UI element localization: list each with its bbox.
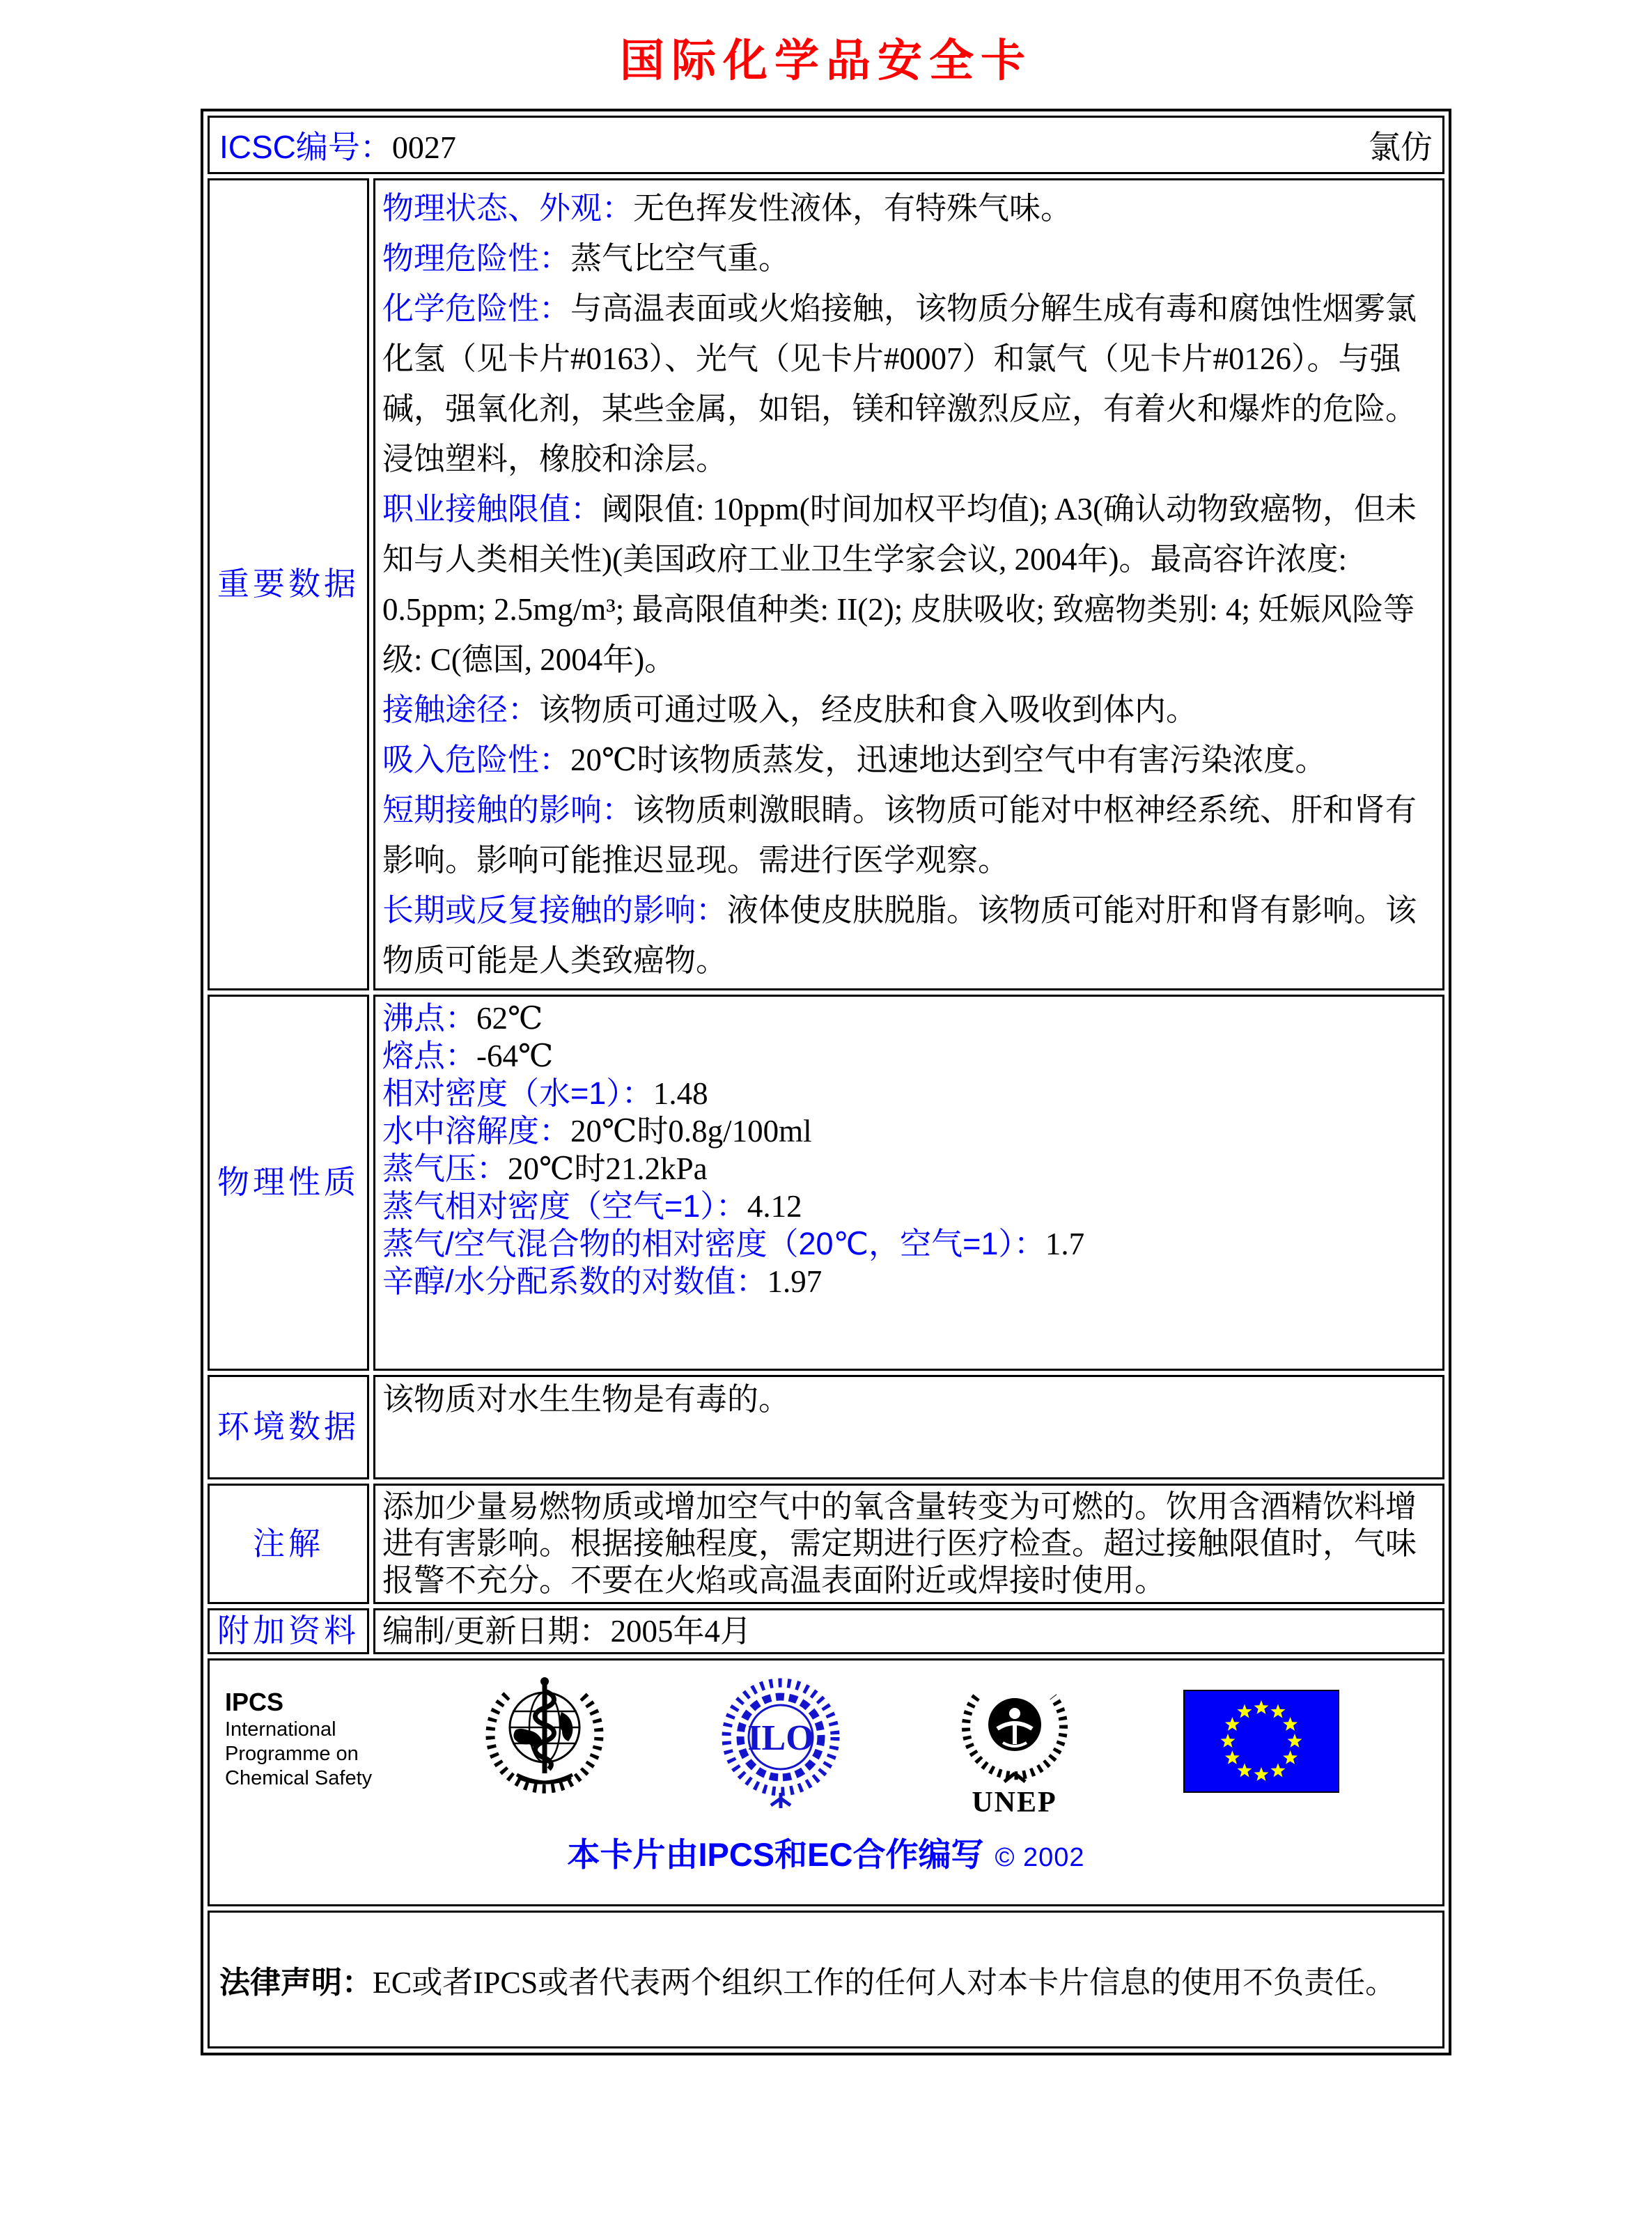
property-label: 化学危险性： — [382, 290, 571, 326]
property-label: 熔点： — [382, 1038, 477, 1073]
credit-line — [222, 1829, 1430, 1876]
ilo-logo-icon — [717, 1674, 846, 1814]
property-label: 接触途径： — [382, 692, 540, 727]
notes-content — [373, 1484, 1444, 1604]
property-value: 20℃时该物质蒸发，迅速地达到空气中有害污染浓度。 — [570, 742, 1327, 777]
property-value: 20℃时21.2kPa — [508, 1151, 708, 1186]
section-label-environment: 环境数据 — [208, 1375, 369, 1479]
environmental-data-text: 该物质对水生生物是有毒的。 — [382, 1382, 790, 1417]
additional-info-content — [373, 1608, 1444, 1654]
header-row — [208, 116, 1444, 174]
icsc-page — [0, 25, 1652, 2055]
ipcs-title: IPCS — [225, 1688, 284, 1716]
update-date-label: 编制/更新日期： — [382, 1614, 611, 1649]
property-line — [382, 1150, 1435, 1188]
property-line — [382, 1188, 1435, 1225]
ilo-logo-box — [717, 1674, 846, 1814]
who-logo-box — [482, 1672, 607, 1797]
property-label: 短期接触的影响： — [382, 792, 634, 827]
property-line — [382, 885, 1435, 986]
eu-flag-box — [1183, 1690, 1339, 1793]
section-label-notes: 注解 — [208, 1484, 369, 1604]
section-label-physical: 物理性质 — [208, 995, 369, 1371]
eu-flag-icon — [1183, 1690, 1339, 1793]
property-line — [382, 735, 1435, 785]
legal-text: EC或者IPCS或者代表两个组织工作的任何人对本卡片信息的使用不负责任。 — [373, 1966, 1396, 2000]
property-label: 蒸气/空气混合物的相对密度（20℃，空气=1）： — [382, 1226, 1045, 1261]
icsc-number-label: ICSC编号： — [219, 129, 392, 165]
ipcs-subtitle-line3: Chemical Safety — [225, 1767, 373, 1789]
unep-wordmark: UNEP — [972, 1787, 1057, 1819]
property-value: 无色挥发性液体，有特殊气味。 — [633, 191, 1073, 226]
property-line — [382, 1112, 1435, 1150]
chemical-name: 氯仿 — [1369, 130, 1433, 165]
property-line — [382, 785, 1435, 885]
who-logo-icon — [482, 1672, 607, 1797]
copyright-text: © 2002 — [995, 1843, 1085, 1872]
property-value: 1.48 — [653, 1076, 708, 1111]
property-value: 阈限值: 10ppm(时间加权平均值); A3(确认动物致癌物，但未知与人类相关性)(美国政府工业卫生学家会议, 2004年)。最高容许浓度: 0.5ppm; 2.5mg/m³; 最高限值种类: II(2); 皮肤吸收; 致癌物类别: 4; 妊娠风险等级: C(德国, 2004年)。 — [382, 492, 1417, 677]
ipcs-subtitle-line2: Programme on — [225, 1743, 359, 1765]
legal-row — [208, 1911, 1444, 2048]
ipcs-subtitle-line1: International — [225, 1718, 336, 1741]
icsc-number-group — [219, 122, 456, 168]
property-value: 1.7 — [1045, 1227, 1085, 1261]
unep-logo-box — [956, 1676, 1074, 1818]
section-label-additional: 附加资料 — [208, 1608, 369, 1654]
logos-strip — [222, 1667, 1430, 1818]
property-label: 水中溶解度： — [382, 1113, 571, 1149]
property-label: 沸点： — [382, 1000, 477, 1036]
property-label: 辛醇/水分配系数的对数值： — [382, 1263, 767, 1299]
ipcs-block — [225, 1687, 372, 1791]
logos-cell — [208, 1658, 1444, 1906]
property-value: -64℃ — [476, 1039, 554, 1073]
property-value: 该物质刺激眼睛。该物质可能对中枢神经系统、肝和肾有影响。影响可能推迟显现。需进行医学观察。 — [382, 793, 1417, 878]
property-label: 相对密度（水=1）： — [382, 1075, 653, 1111]
important-data-content — [373, 178, 1444, 990]
property-label: 长期或反复接触的影响： — [382, 892, 728, 928]
property-line — [382, 685, 1435, 735]
page-title: 国际化学品安全卡 — [620, 36, 1032, 86]
important-data-row — [208, 178, 1444, 990]
property-value: 液体使皮肤脱脂。该物质可能对肝和肾有影响。该物质可能是人类致癌物。 — [382, 893, 1417, 978]
physical-properties-content — [373, 995, 1444, 1371]
logos-row — [208, 1658, 1444, 1906]
property-line — [382, 484, 1435, 685]
property-label: 吸入危险性： — [382, 742, 571, 777]
header-cell — [208, 116, 1444, 174]
property-line — [382, 1000, 1435, 1037]
property-line — [382, 183, 1435, 233]
property-value: 1.97 — [767, 1264, 823, 1299]
property-value: 与高温表面或火焰接触，该物质分解生成有毒和腐蚀性烟雾氯化氢（见卡片#0163）、光气（见卡片#0007）和氯气（见卡片#0126）。与强碱，强氧化剂，某些金属，如铝，镁和锌激烈反应，有着火和爆炸的危险。浸蚀塑料，橡胶和涂层。 — [382, 291, 1417, 476]
physical-properties-row — [208, 995, 1444, 1371]
property-line — [382, 283, 1435, 484]
property-label: 物理状态、外观： — [382, 190, 634, 226]
environmental-data-row — [208, 1375, 1444, 1479]
credit-text: 本卡片由IPCS和EC合作编写 — [567, 1836, 984, 1873]
property-label: 蒸气压： — [382, 1151, 508, 1186]
header-flex — [219, 122, 1433, 168]
property-label: 物理危险性： — [382, 240, 571, 276]
notes-text: 添加少量易燃物质或增加空气中的氧含量转变为可燃的。饮用含酒精饮料增进有害影响。根据接触程度，需定期进行医疗检查。超过接触限值时，气味报警不充分。不要在火焰或高温表面附近或焊接时使用。 — [382, 1489, 1417, 1598]
property-line — [382, 1263, 1435, 1300]
legal-label: 法律声明： — [219, 1966, 373, 2000]
property-line — [382, 1225, 1435, 1263]
property-line — [382, 1075, 1435, 1112]
notes-row — [208, 1484, 1444, 1604]
environmental-data-content — [373, 1375, 1444, 1479]
additional-info-row — [208, 1608, 1444, 1654]
section-label-important: 重要数据 — [208, 178, 369, 990]
unep-logo-icon — [956, 1676, 1074, 1787]
property-value: 4.12 — [747, 1189, 802, 1224]
legal-cell — [208, 1911, 1444, 2048]
property-line — [382, 233, 1435, 283]
update-date-value: 2005年4月 — [610, 1614, 752, 1649]
icsc-card-table — [201, 109, 1451, 2055]
ilo-monogram: ILO — [747, 1718, 814, 1758]
property-line — [382, 1037, 1435, 1075]
property-value: 该物质可通过吸入，经皮肤和食入吸收到体内。 — [539, 692, 1198, 727]
property-value: 蒸气比空气重。 — [570, 241, 790, 276]
property-label: 职业接触限值： — [382, 491, 602, 527]
property-value: 20℃时0.8g/100ml — [570, 1114, 812, 1149]
property-label: 蒸气相对密度（空气=1）： — [382, 1188, 747, 1224]
icsc-number-value: 0027 — [391, 130, 456, 165]
property-value: 62℃ — [476, 1001, 543, 1036]
